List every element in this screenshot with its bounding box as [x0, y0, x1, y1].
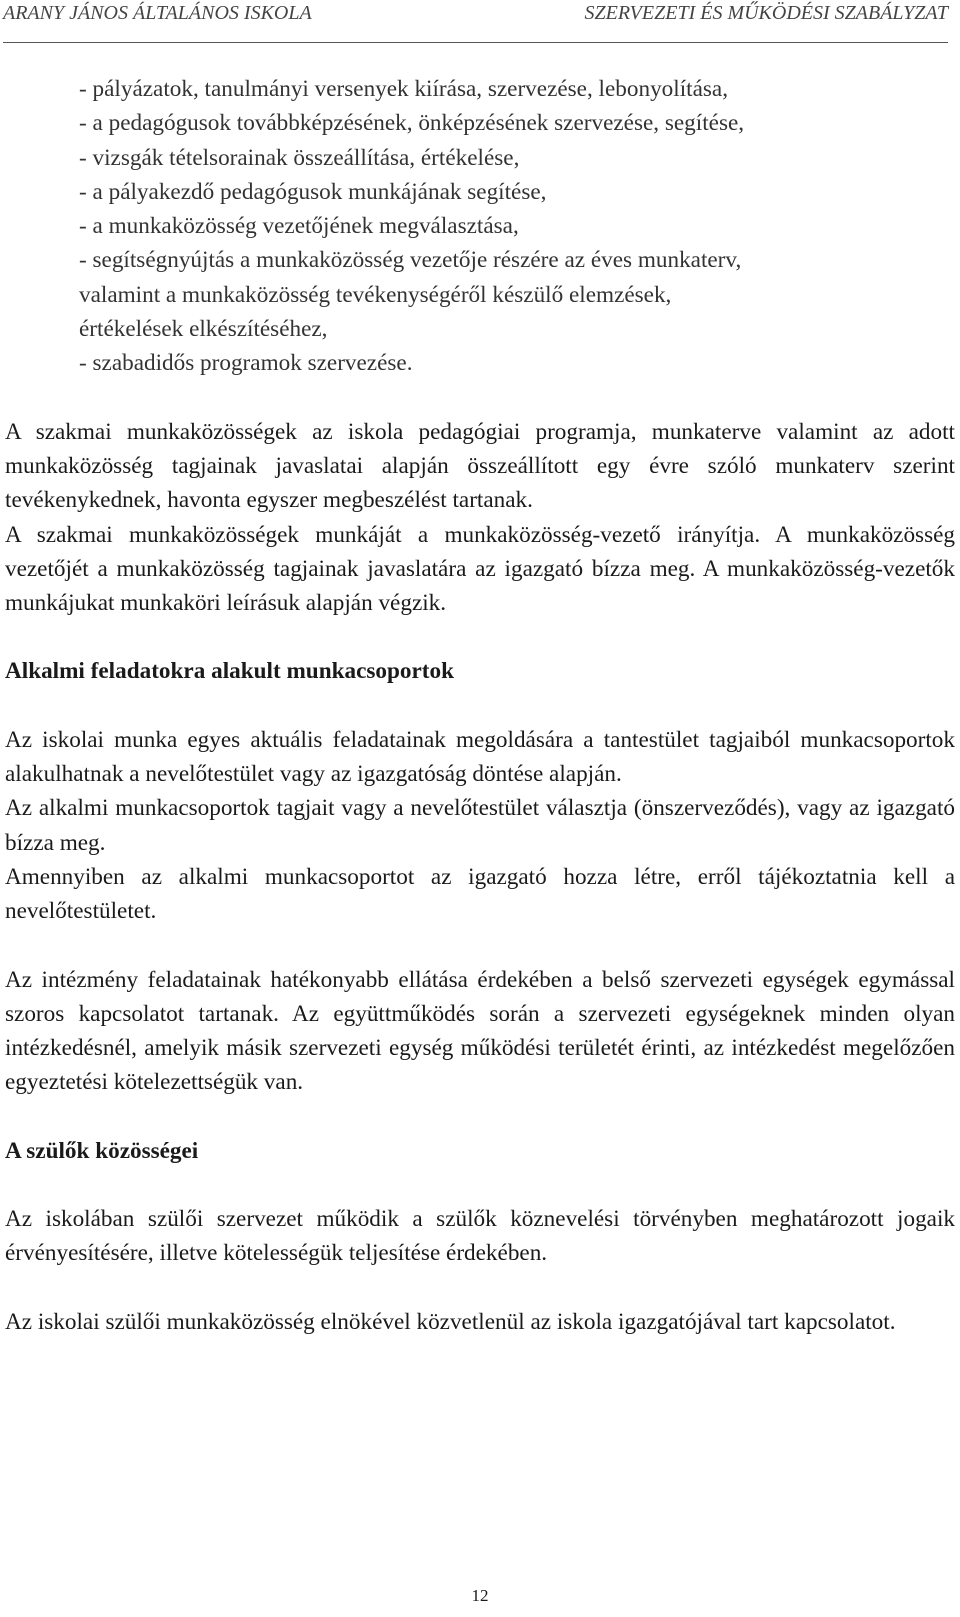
page-number: 12 [471, 1586, 489, 1605]
paragraph: A szakmai munkaközösségek az iskola pedagógiai programja, munkaterve valamint az adott munkaközösség tagjainak javaslatai alapján összeállított egy évre szóló munkaterv szerint tevékenykednek, havonta egyszer megbeszélést tartanak. [5, 418, 955, 514]
paragraph: Az intézmény feladatainak hatékonyabb ellátása érdekében a belső szervezeti egységek egymással szoros kapcsolatot tartanak. Az együttműködés során a szervezeti egységeknek minden olyan intézkedésnél, amelyik másik szervezeti egység működési területét érinti, az intézkedést megelőzően egyeztetési kötelezettségük van. [5, 966, 955, 1096]
page-body [5, 72, 955, 1339]
header-rule [3, 42, 948, 43]
page-header [0, 0, 960, 40]
paragraph: Az iskolai munka egyes aktuális feladatainak megoldására a tantestület tagjaiból munkacsoportok alakulhatnak a nevelőtestület vagy az igazgatóság döntése alapján. [5, 726, 955, 788]
paragraph: Az alkalmi munkacsoportok tagjait vagy a nevelőtestület választja (önszerveződés), vagy az igazgató bízza meg. [5, 795, 955, 856]
list-item: - pályázatok, tanulmányi versenyek kiírása, szervezése, lebonyolítása, [79, 76, 728, 102]
school-name: ARANY JÁNOS ÁLTALÁNOS ISKOLA [3, 2, 312, 24]
list-item: - a pályakezdő pedagógusok munkájának segítése, [79, 178, 547, 205]
paragraph: Amennyiben az alkalmi munkacsoportot az igazgató hozza létre, erről tájékoztatnia kell a nevelőtestületet. [5, 863, 955, 925]
list-item: - vizsgák tételsorainak összeállítása, értékelése, [79, 144, 520, 171]
document-title: SZERVEZETI ÉS MŰKÖDÉSI SZABÁLYZAT [584, 2, 948, 24]
task-list [5, 72, 955, 381]
section-heading: A szülők közösségei [5, 1137, 199, 1164]
section-heading: Alkalmi feladatokra alakult munkacsoportok [5, 658, 454, 685]
list-item: értékelések elkészítéséhez, [79, 316, 328, 343]
list-item: valamint a munkaközösség tevékenységéről készülő elemzések, [79, 281, 672, 308]
list-item: - a munkaközösség vezetőjének megválasztása, [79, 213, 519, 240]
list-item: - segítségnyújtás a munkaközösség vezetője részére az éves munkaterv, [79, 247, 742, 274]
paragraph: Az iskolai szülői munkaközösség elnökével közvetlenül az iskola igazgatójával tart kapcsolatot. [5, 1308, 896, 1335]
list-item: - a pedagógusok továbbképzésének, önképzésének szervezése, segítése, [79, 110, 745, 137]
list-item: - szabadidős programok szervezése. [79, 350, 413, 377]
paragraph: A szakmai munkaközösségek munkáját a munkaközösség-vezető irányítja. A munkaközösség vezetőjét a munkaközösség tagjainak javaslatára az igazgató bízza meg. A munkaközösség-vezetők munkájukat munkaköri leírásuk alapján végzik. [5, 521, 955, 617]
paragraph: Az iskolában szülői szervezet működik a szülők köznevelési törvényben meghatározott jogaik érvényesítésére, illetve kötelességük teljesítése érdekében. [5, 1206, 955, 1267]
